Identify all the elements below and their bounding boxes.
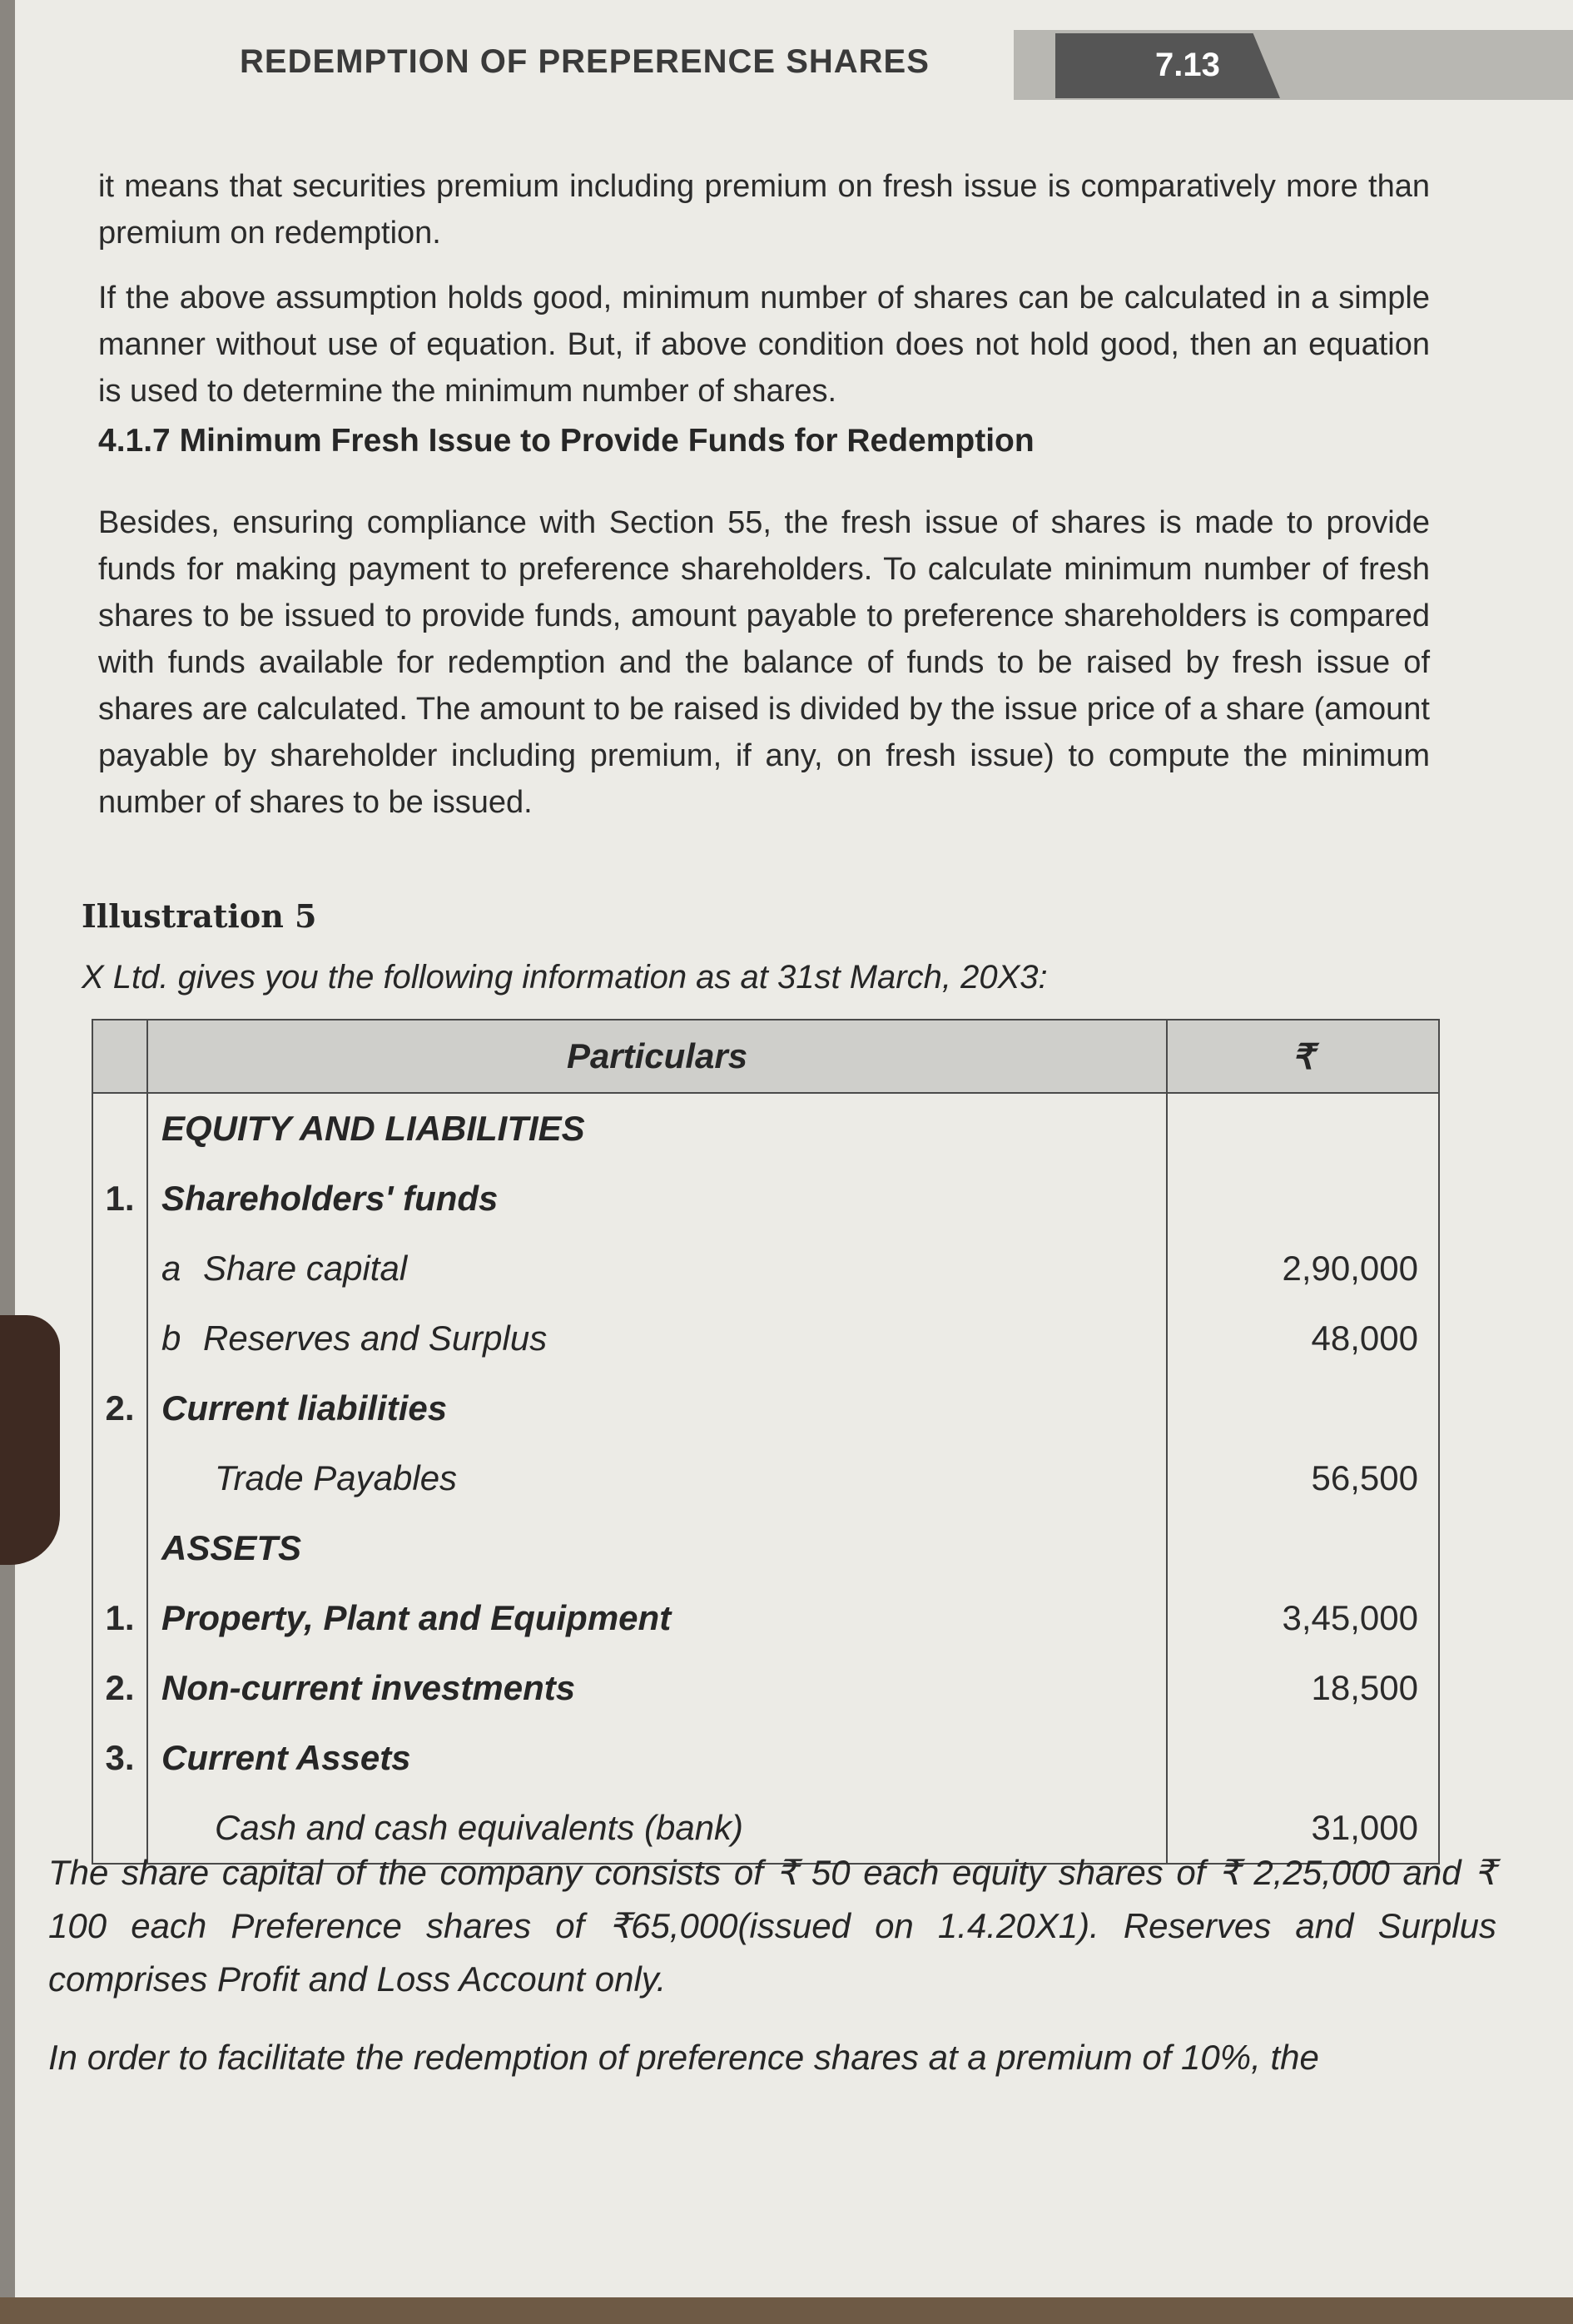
illustration-intro: X Ltd. gives you the following information as at 31st March, 20X3: [82, 959, 1048, 996]
page-number: 7.13 [1155, 47, 1220, 83]
cash-amount: 31,000 [1167, 1793, 1439, 1864]
shareholders-funds-label: Shareholders' funds [147, 1164, 1167, 1234]
item-letter: b [161, 1318, 181, 1358]
non-current-investments-amount: 18,500 [1167, 1653, 1439, 1723]
assets-heading: ASSETS [147, 1513, 1167, 1583]
running-header: REDEMPTION OF PREPERENCE SHARES [240, 43, 930, 80]
thumb [0, 1315, 60, 1565]
header-blank [92, 1020, 147, 1093]
header-particulars: Particulars [147, 1020, 1167, 1093]
ppe-amount: 3,45,000 [1167, 1583, 1439, 1653]
cash-label: Cash and cash equivalents (bank) [147, 1793, 1167, 1864]
row-number: 1. [92, 1583, 147, 1653]
ppe-label: Property, Plant and Equipment [147, 1583, 1167, 1653]
paragraph-3: Besides, ensuring compliance with Section 55, the fresh issue of shares is made to provide funds for making payment to preference shareholders. To calculate minimum number of fresh shares to be issued to provide funds, amount payable to preference shareholders is compared with funds available for redemption and the balance of funds to be raised by fresh issue of shares are calculated. The amount to be raised is divided by the issue price of a share (amount payable by shareholder including premium, if any, on fresh issue) to compute the minimum number of shares to be issued. [98, 505, 1430, 820]
reserves-amount: 48,000 [1167, 1304, 1439, 1373]
table-row [92, 1373, 1439, 1443]
row-number: 3. [92, 1723, 147, 1793]
book-page [15, 0, 1573, 2297]
trade-payables-amount: 56,500 [1167, 1443, 1439, 1513]
table-row [92, 1304, 1439, 1373]
table-row [92, 1093, 1439, 1164]
table-row [92, 1443, 1439, 1513]
share-capital-amount: 2,90,000 [1167, 1234, 1439, 1304]
header-amount: ₹ [1167, 1020, 1439, 1093]
section-heading: 4.1.7 Minimum Fresh Issue to Provide Funds for Redemption [98, 423, 1035, 459]
table-row [92, 1234, 1439, 1304]
share-capital-label: Share capital [203, 1249, 408, 1288]
paragraph-1: it means that securities premium including premium on fresh issue is comparatively more than premium on redemption. [98, 169, 1430, 251]
table-row [92, 1653, 1439, 1723]
non-current-investments-label: Non-current investments [147, 1653, 1167, 1723]
item-letter: a [161, 1249, 181, 1288]
reserves-label: Reserves and Surplus [203, 1318, 548, 1358]
illustration-title: Illustration 5 [82, 897, 317, 935]
desk-surface [0, 2297, 1573, 2324]
reserves-cell [147, 1304, 1167, 1373]
row-number: 2. [92, 1373, 147, 1443]
closing-paragraph-1: The share capital of the company consists of ₹ 50 each equity shares of ₹ 2,25,000 and ₹ 100 each Preference shares of ₹65,000(issued on 1.4.20X1). Reserves and Surplus comprises Profit and Loss Account only. [48, 1853, 1496, 1999]
trade-payables-label: Trade Payables [147, 1443, 1167, 1513]
current-assets-label: Current Assets [147, 1723, 1167, 1793]
table-row [92, 1164, 1439, 1234]
paragraph-2: If the above assumption holds good, minimum number of shares can be calculated in a simple manner without use of equation. But, if above condition does not hold good, then an equation is used to determine the minimum number of shares. [98, 281, 1430, 409]
table-row [92, 1723, 1439, 1793]
row-number: 1. [92, 1164, 147, 1234]
table-header-row [92, 1020, 1439, 1093]
balance-sheet-table [92, 1019, 1440, 1865]
row-number: 2. [92, 1653, 147, 1723]
equity-liabilities-heading: EQUITY AND LIABILITIES [147, 1093, 1167, 1164]
table-row [92, 1513, 1439, 1583]
table-row [92, 1583, 1439, 1653]
share-capital-cell [147, 1234, 1167, 1304]
current-liabilities-label: Current liabilities [147, 1373, 1167, 1443]
closing-paragraph-2: In order to facilitate the redemption of preference shares at a premium of 10%, the [48, 2038, 1319, 2077]
